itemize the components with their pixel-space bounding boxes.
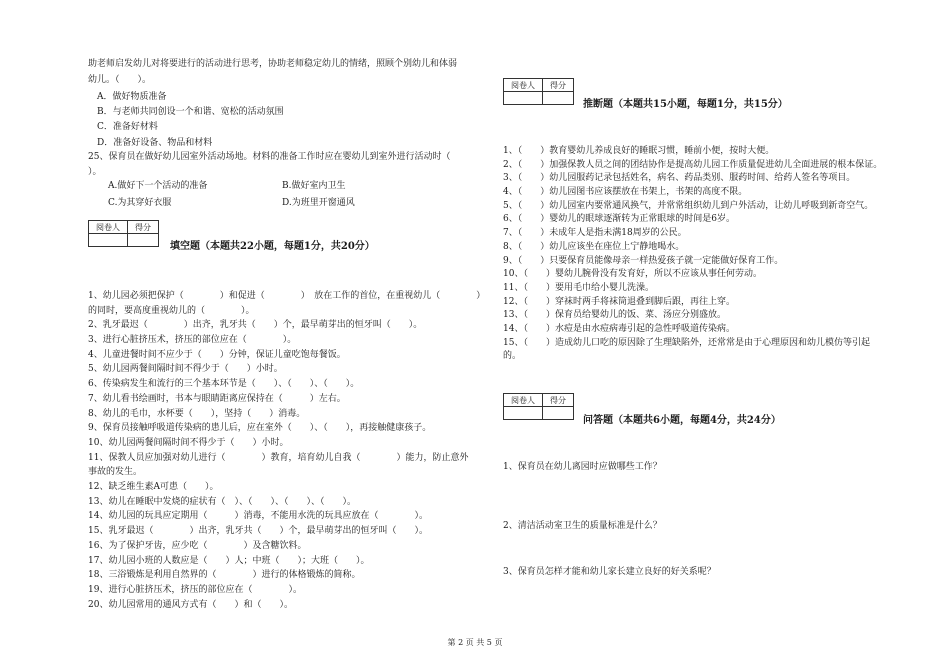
question-line: 7、幼儿看书绘画时，书本与眼睛距离应保持在（ ）左右。: [88, 394, 346, 404]
question-line: 12、缺乏维生素A可患（ ）。: [88, 482, 219, 492]
qa-section-title: 问答题（本题共6小题，每题4分，共24分）: [583, 415, 781, 426]
judge-section-title: 推断题（本题共15小题，每题1分，共15分）: [583, 99, 788, 110]
text-line: ）。: [88, 167, 102, 177]
question-line: 4、儿童进餐时间不应少于（ ）分钟，保证儿童吃饱每餐饭。: [88, 350, 346, 360]
option-item: B.做好室内卫生: [282, 181, 346, 191]
question-line: 1、保育员在幼儿离园时应做哪些工作？: [503, 462, 662, 472]
question-line: 10、幼儿园两餐间隔时间不得少于（ ）小时。: [88, 438, 289, 448]
question-line: 13、幼儿在睡眠中发烧的症状有（ ）、（ ）、（ ）、（ ）。: [88, 497, 356, 507]
question-line: 17、幼儿园小班的人数应是（ ）人；中班（ ）；大班（ ）。: [88, 556, 370, 566]
page-footer: 第 2 页 共 5 页: [447, 638, 503, 647]
question-line: 11、保教人员应加强对幼儿进行（ ）教育，培育幼儿自我（ ）能力，防止意外: [88, 453, 469, 463]
question-line: 1、幼儿园必须把保护（ ）和促进（ ） 放在工作的首位，在重视幼儿（ ）: [88, 291, 486, 301]
option-item: A.做好下一个活动的准备: [108, 181, 208, 191]
question-line: 2、乳牙最迟（ ）出齐，乳牙共（ ）个，最早萌芽出的恒牙叫（ ）。: [88, 320, 423, 330]
question-line: 5、幼儿园两餐间隔时间不得少于（ ）小时。: [88, 364, 283, 374]
question-line: 2、清洁活动室卫生的质量标准是什么？: [503, 521, 662, 531]
grader-label: 阅卷人: [504, 79, 543, 92]
question-line: 8、（ ）幼儿应该坐在座位上宁静地喝水。: [503, 242, 685, 252]
question-line: 5、（ ）幼儿园室内要常通风换气，并常常组织幼儿到户外活动，让幼儿呼吸到新奇空气。: [503, 201, 874, 211]
question-line: 6、传染病发生和流行的三个基本环节是（ ）、（ ）、（ ）。: [88, 379, 360, 389]
score-cell: [128, 234, 159, 247]
text-line: B．与老师共同创设一个和谐、宽松的活动氛围: [88, 107, 284, 117]
question-line: 15、乳牙最迟（ ）出齐，乳牙共（ ）个，最早萌芽出的恒牙叫（ ）。: [88, 526, 428, 536]
score-box-judge: [503, 78, 574, 105]
question-line: 事故的发生。: [88, 467, 143, 477]
question-line: 9、（ ）只要保育员能像母亲一样热爱孩子就一定能做好保育工作。: [503, 256, 784, 266]
question-line: 15、（ ）造成幼儿口吃的原因除了生理缺陷外，还常常是由于心理原因和幼儿模仿等引起: [503, 338, 870, 348]
question-line: 10、（ ）婴幼儿腕骨没有发育好，所以不应该从事任何劳动。: [503, 269, 762, 279]
question-line: 1、（ ）教育婴幼儿养成良好的睡眠习惯，睡前小便，按时大便。: [503, 146, 775, 156]
score-box-qa: [503, 393, 574, 420]
text-line: 幼儿。（ ）。: [88, 75, 152, 85]
question-line: 14、（ ）水痘是由水痘病毒引起的急性呼吸道传染病。: [503, 324, 735, 334]
question-line: 6、（ ）婴幼儿的眼球逐渐转为正常眼球的时间是6岁。: [503, 214, 735, 224]
question-line: 18、三浴锻炼是利用自然界的（ ）进行的体格锻炼的简称。: [88, 570, 361, 580]
text-line: C．准备好材料: [88, 122, 158, 132]
question-line: 4、（ ）幼儿园图书应该摆放在书架上，书架的高度不限。: [503, 187, 748, 197]
score-cell: [543, 407, 574, 420]
grader-label: 阅卷人: [504, 394, 543, 407]
question-line: 9、保育员接触呼吸道传染病的患儿后，应在室外（ ）、（ ），再接触健康孩子。: [88, 423, 432, 433]
question-line: 7、（ ）未成年人是指未满18周岁的公民。: [503, 228, 687, 238]
score-label: 得分: [543, 394, 574, 407]
question-line: 12、（ ）穿袜时两手将袜筒退叠到脚后跟，再往上穿。: [503, 297, 735, 307]
question-line: 19、进行心脏挤压术，挤压的部位应在（ ）。: [88, 585, 302, 595]
question-line: 的。: [503, 351, 522, 361]
score-box-fill: [88, 220, 159, 247]
question-line: 3、（ ）幼儿园服药记录包括姓名，病名、药品类别、服药时间、给药人签名等项目。: [503, 173, 856, 183]
question-line: 3、保育员怎样才能和幼儿家长建立良好的好关系呢？: [503, 567, 716, 577]
grader-cell: [89, 234, 128, 247]
score-label: 得分: [128, 221, 159, 234]
fill-section-title: 填空题（本题共22小题，每题1分，共20分）: [170, 241, 375, 252]
question-line: 的同时，要高度重视幼儿的（ ）。: [88, 306, 255, 316]
question-line: 2、（ ）加强保教人员之间的团结协作是提高幼儿园工作质量促进幼儿全面进展的根本保证。: [503, 160, 883, 170]
grader-label: 阅卷人: [89, 221, 128, 234]
question-line: 11、（ ）要用毛巾给小婴儿洗澡。: [503, 283, 654, 293]
option-item: D.为班里开窗通风: [282, 198, 355, 208]
grader-cell: [504, 407, 543, 420]
option-item: C.为其穿好衣服: [108, 198, 172, 208]
question-line: 20、幼儿园常用的通风方式有（ ）和（ ）。: [88, 600, 293, 610]
question-line: 3、进行心脏挤压术，挤压的部位应在（ ）。: [88, 335, 297, 345]
text-line: A．做好物质准备: [88, 92, 167, 102]
question-line: 13、（ ）保育员给婴幼儿的饭、菜、汤应分别盛放。: [503, 310, 726, 320]
text-line: D．准备好设备、物品和材料: [88, 138, 213, 148]
text-line: 助老师启发幼儿对将要进行的活动进行思考，协助老师稳定幼儿的情绪，照顾个别幼儿和体弱: [88, 59, 458, 69]
question-line: 16、为了保护牙齿，应少吃（ ）及含糖饮料。: [88, 541, 307, 551]
score-label: 得分: [543, 79, 574, 92]
question-line: 14、幼儿园的玩具应定期用（ ）消毒，不能用水洗的玩具应放在（ ）。: [88, 511, 428, 521]
text-line: 25、保育员在做好幼儿园室外活动场地。材料的准备工作时应在婴幼儿到室外进行活动时（: [88, 152, 451, 162]
question-line: 8、幼儿的毛巾，水杯要（ ），坚持（ ）消毒。: [88, 409, 306, 419]
grader-cell: [504, 92, 543, 105]
score-cell: [543, 92, 574, 105]
